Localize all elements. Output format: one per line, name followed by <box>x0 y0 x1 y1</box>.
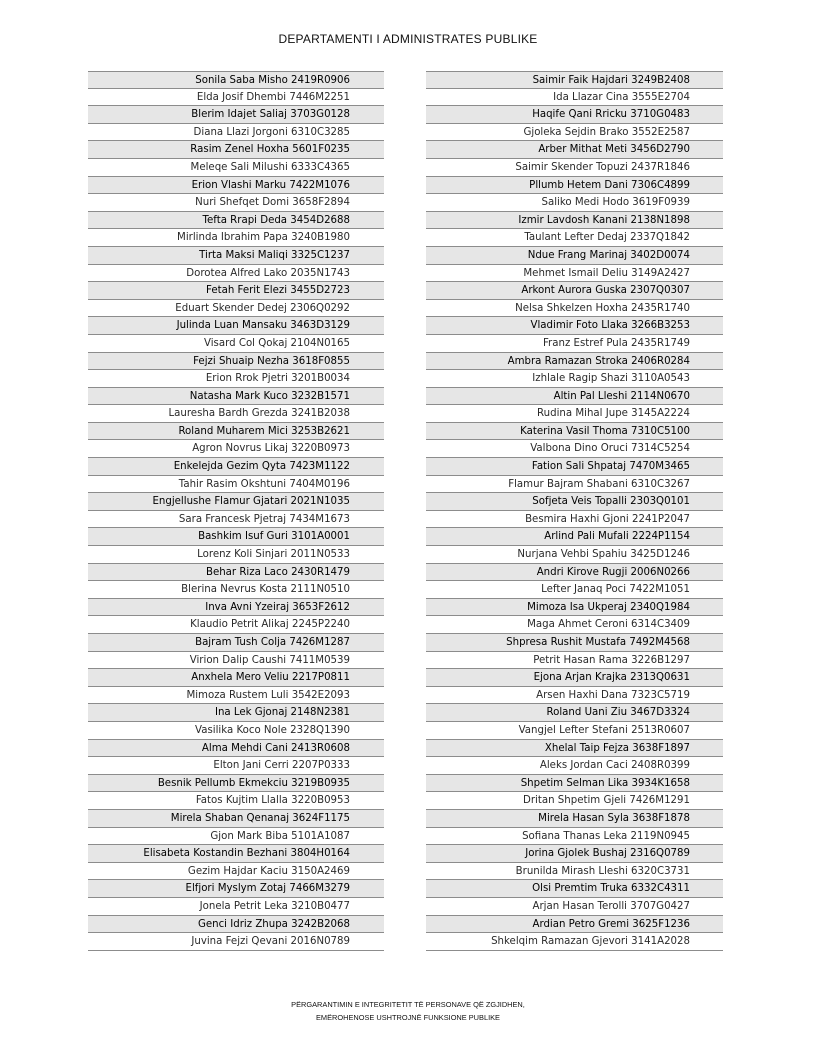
list-item: Dorotea Alfred Lako 2035N1743 <box>88 265 384 283</box>
footer <box>0 999 816 1024</box>
list-item: Lauresha Bardh Grezda 3241B2038 <box>88 405 384 423</box>
list-item: Arsen Haxhi Dana 7323C5719 <box>426 687 723 705</box>
list-item: Ida Llazar Cina 3555E2704 <box>426 89 723 107</box>
list-item: Mehmet Ismail Deliu 3149A2427 <box>426 265 723 283</box>
list-item: Gezim Hajdar Kaciu 3150A2469 <box>88 863 384 881</box>
list-item: Rudina Mihal Jupe 3145A2224 <box>426 405 723 423</box>
list-item: Behar Riza Laco 2430R1479 <box>88 564 384 582</box>
list-item: Shpresa Rushit Mustafa 7492M4568 <box>426 634 723 652</box>
list-item: Olsi Premtim Truka 6332C4311 <box>426 880 723 898</box>
list-item: Izmir Lavdosh Kanani 2138N1898 <box>426 212 723 230</box>
list-item: Ndue Frang Marinaj 3402D0074 <box>426 247 723 265</box>
list-item: Genci Idriz Zhupa 3242B2068 <box>88 916 384 934</box>
list-item: Andri Kirove Rugji 2006N0266 <box>426 564 723 582</box>
list-item: Tefta Rrapi Deda 3454D2688 <box>88 212 384 230</box>
list-item: Elda Josif Dhembi 7446M2251 <box>88 89 384 107</box>
list-item: Flamur Bajram Shabani 6310C3267 <box>426 476 723 494</box>
list-item: Tahir Rasim Okshtuni 7404M0196 <box>88 476 384 494</box>
list-item: Roland Muharem Mici 3253B2621 <box>88 423 384 441</box>
list-item: Izhlale Ragip Shazi 3110A0543 <box>426 370 723 388</box>
page-title: DEPARTAMENTI I ADMINISTRATES PUBLIKE <box>278 32 538 46</box>
list-item: Haqife Qani Rricku 3710G0483 <box>426 106 723 124</box>
list-item: Franz Estref Pula 2435R1749 <box>426 335 723 353</box>
list-item: Mirela Shaban Qenanaj 3624F1175 <box>88 810 384 828</box>
list-item: Fatos Kujtim Llalla 3220B0953 <box>88 792 384 810</box>
list-item: Bashkim Isuf Guri 3101A0001 <box>88 528 384 546</box>
list-item: Brunilda Mirash Lleshi 6320C3731 <box>426 863 723 881</box>
list-item: Saimir Faik Hajdari 3249B2408 <box>426 71 723 89</box>
list-item: Fejzi Shuaip Nezha 3618F0855 <box>88 353 384 371</box>
list-item: Elton Jani Cerri 2207P0333 <box>88 757 384 775</box>
list-item: Valbona Dino Oruci 7314C5254 <box>426 440 723 458</box>
list-item: Ambra Ramazan Stroka 2406R0284 <box>426 353 723 371</box>
list-item: Ina Lek Gjonaj 2148N2381 <box>88 704 384 722</box>
list-item: Arkont Aurora Guska 2307Q0307 <box>426 282 723 300</box>
list-item: Sonila Saba Misho 2419R0906 <box>88 71 384 89</box>
list-item: Dritan Shpetim Gjeli 7426M1291 <box>426 792 723 810</box>
list-item: Meleqe Sali Milushi 6333C4365 <box>88 159 384 177</box>
list-item: Saimir Skender Topuzi 2437R1846 <box>426 159 723 177</box>
list-item: Blerim Idajet Saliaj 3703G0128 <box>88 106 384 124</box>
list-item: Saliko Medi Hodo 3619F0939 <box>426 194 723 212</box>
list-item: Ejona Arjan Krajka 2313Q0631 <box>426 669 723 687</box>
list-item: Maga Ahmet Ceroni 6314C3409 <box>426 616 723 634</box>
list-item: Nelsa Shkelzen Hoxha 2435R1740 <box>426 300 723 318</box>
list-item: Mimoza Rustem Luli 3542E2093 <box>88 687 384 705</box>
list-item: Arber Mithat Meti 3456D2790 <box>426 141 723 159</box>
list-item: Rasim Zenel Hoxha 5601F0235 <box>88 141 384 159</box>
list-item: Xhelal Taip Fejza 3638F1897 <box>426 740 723 758</box>
list-item: Mimoza Isa Ukperaj 2340Q1984 <box>426 599 723 617</box>
list-item: Virion Dalip Caushi 7411M0539 <box>88 652 384 670</box>
list-item: Juvina Fejzi Qevani 2016N0789 <box>88 933 384 951</box>
list-item: Gjon Mark Biba 5101A1087 <box>88 828 384 846</box>
list-item: Shkelqim Ramazan Gjevori 3141A2028 <box>426 933 723 951</box>
list-item: Agron Novrus Likaj 3220B0973 <box>88 440 384 458</box>
list-item: Taulant Lefter Dedaj 2337Q1842 <box>426 229 723 247</box>
list-item: Enkelejda Gezim Qyta 7423M1122 <box>88 458 384 476</box>
list-item: Vasilika Koco Nole 2328Q1390 <box>88 722 384 740</box>
list-item: Inva Avni Yzeiraj 3653F2612 <box>88 599 384 617</box>
list-item: Bajram Tush Colja 7426M1287 <box>88 634 384 652</box>
list-item: Ardian Petro Gremi 3625F1236 <box>426 916 723 934</box>
list-item: Elisabeta Kostandin Bezhani 3804H0164 <box>88 845 384 863</box>
list-item: Sofiana Thanas Leka 2119N0945 <box>426 828 723 846</box>
list-item: Natasha Mark Kuco 3232B1571 <box>88 388 384 406</box>
list-item: Fation Sali Shpataj 7470M3465 <box>426 458 723 476</box>
list-item: Sofjeta Veis Topalli 2303Q0101 <box>426 493 723 511</box>
list-item: Elfjori Myslym Zotaj 7466M3279 <box>88 880 384 898</box>
list-item: Diana Llazi Jorgoni 6310C3285 <box>88 124 384 142</box>
list-item: Eduart Skender Dedej 2306Q0292 <box>88 300 384 318</box>
list-item: Alma Mehdi Cani 2413R0608 <box>88 740 384 758</box>
list-item: Tirta Maksi Maliqi 3325C1237 <box>88 247 384 265</box>
list-item: Lefter Janaq Poci 7422M1051 <box>426 581 723 599</box>
list-item: Engjellushe Flamur Gjatari 2021N1035 <box>88 493 384 511</box>
list-item: Mirela Hasan Syla 3638F1878 <box>426 810 723 828</box>
list-item: Lorenz Koli Sinjari 2011N0533 <box>88 546 384 564</box>
list-item: Blerina Nevrus Kosta 2111N0510 <box>88 581 384 599</box>
list-item: Jorina Gjolek Bushaj 2316Q0789 <box>426 845 723 863</box>
list-item: Sara Francesk Pjetraj 7434M1673 <box>88 511 384 529</box>
footer-line-1: PËRGARANTIMIN E INTEGRITETIT TË PERSONAVE QË ZGJIDHEN, <box>291 1000 525 1009</box>
list-item: Pllumb Hetem Dani 7306C4899 <box>426 177 723 195</box>
list-item: Mirlinda Ibrahim Papa 3240B1980 <box>88 229 384 247</box>
list-item: Roland Uani Ziu 3467D3324 <box>426 704 723 722</box>
list-item: Nuri Shefqet Domi 3658F2894 <box>88 194 384 212</box>
list-item: Vangjel Lefter Stefani 2513R0607 <box>426 722 723 740</box>
left-name-list <box>88 71 384 951</box>
list-item: Altin Pal Lleshi 2114N0670 <box>426 388 723 406</box>
list-item: Gjoleka Sejdin Brako 3552E2587 <box>426 124 723 142</box>
list-item: Erion Rrok Pjetri 3201B0034 <box>88 370 384 388</box>
list-item: Vladimir Foto Llaka 3266B3253 <box>426 317 723 335</box>
list-item: Fetah Ferit Elezi 3455D2723 <box>88 282 384 300</box>
list-item: Shpetim Selman Lika 3934K1658 <box>426 775 723 793</box>
list-item: Arlind Pali Mufali 2224P1154 <box>426 528 723 546</box>
list-item: Nurjana Vehbi Spahiu 3425D1246 <box>426 546 723 564</box>
list-item: Besmira Haxhi Gjoni 2241P2047 <box>426 511 723 529</box>
list-item: Anxhela Mero Veliu 2217P0811 <box>88 669 384 687</box>
list-item: Arjan Hasan Terolli 3707G0427 <box>426 898 723 916</box>
right-name-list <box>426 71 723 951</box>
list-item: Jonela Petrit Leka 3210B0477 <box>88 898 384 916</box>
list-item: Aleks Jordan Caci 2408R0399 <box>426 757 723 775</box>
list-item: Besnik Pellumb Ekmekciu 3219B0935 <box>88 775 384 793</box>
list-item: Petrit Hasan Rama 3226B1297 <box>426 652 723 670</box>
footer-line-2: EMËROHENOSE USHTROJNË FUNKSIONE PUBLIKE <box>316 1012 500 1022</box>
list-item: Visard Col Qokaj 2104N0165 <box>88 335 384 353</box>
list-item: Julinda Luan Mansaku 3463D3129 <box>88 317 384 335</box>
list-item: Katerina Vasil Thoma 7310C5100 <box>426 423 723 441</box>
list-item: Erion Vlashi Marku 7422M1076 <box>88 177 384 195</box>
list-item: Klaudio Petrit Alikaj 2245P2240 <box>88 616 384 634</box>
